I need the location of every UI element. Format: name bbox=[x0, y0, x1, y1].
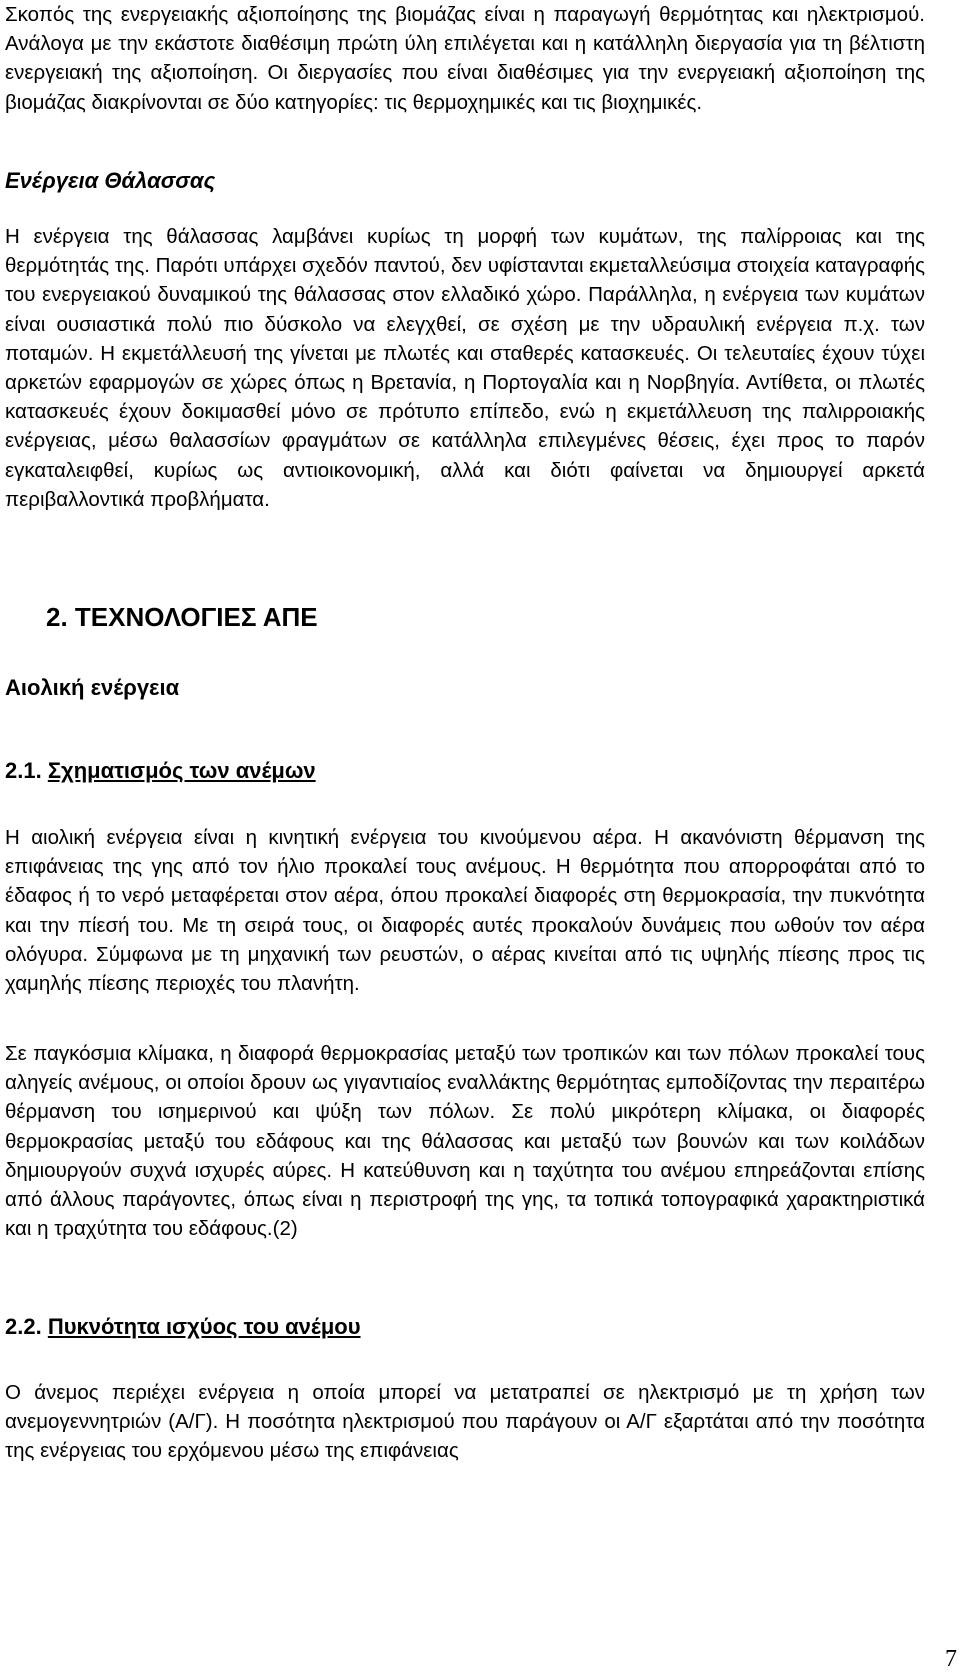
heading-2-2-number: 2.2. bbox=[5, 1314, 42, 1339]
paragraph-biomass: Σκοπός της ενεργειακής αξιοποίησης της βιομάζας είναι η παραγωγή θερμότητας και ηλεκτρισμού. Ανάλογα με την εκάστοτε διαθέσιμη πρώτη ύλη επιλέγεται και η κατάλληλη διεργασία για τη βέλτιστη ενεργειακή της αξιοποίηση. Οι διεργασίες που είναι διαθέσιμες για την ενεργειακή αξιοποίηση της βιομάζας διακρίνονται σε δύο κατηγορίες: τις θερμοχημικές και τις βιοχημικές. bbox=[5, 3, 925, 114]
paragraph-wind-power-density: Ο άνεμος περιέχει ενέργεια η οποία μπορεί να μετατραπεί σε ηλεκτρισμό με τη χρήση των ανεμογεννητριών (Α/Γ). Η ποσότητα ηλεκτρισμού που παράγουν οι Α/Γ εξαρτάται από την ποσότητα της ενέργειας του ερχόμενου μέσω της επιφάνειας bbox=[5, 1381, 925, 1463]
heading-sea-energy: Ενέργεια Θάλασσας bbox=[5, 168, 216, 193]
paragraph-sea-energy: Η ενέργεια της θάλασσας λαμβάνει κυρίως τη μορφή των κυμάτων, της παλίρροιας και της θερμότητάς της. Παρότι υπάρχει σχεδόν παντού, δεν υφίστανται εκμεταλλεύσιμα στοιχεία καταγραφής του ενεργειακού δυναμικού της θάλασσας στον ελλαδικό χώρο. Παράλληλα, η ενέργεια των κυμάτων είναι ουσιαστικά πολύ πιο δύσκολο να ελεγχθεί, σε σχέση με την υδραυλική ενέργεια π.χ. των ποταμών. Η εκμετάλλευσή της γίνεται με πλωτές και σταθερές κατασκευές. Οι τελευταίες έχουν τύχει αρκετών εφαρμογών σε χώρες όπως η Βρετανία, η Πορτογαλία και η Νορβηγία. Αντίθετα, οι πλωτές κατασκευές έχουν δοκιμασθεί μόνο σε πρότυπο επίπεδο, ενώ η εκμετάλλευση της παλιρροιακής ενέργειας, μέσω θαλασσίων φραγμάτων σε κατάλληλα επιλεγμένες θέσεις, έχει προς το παρόν εγκαταλειφθεί, κυρίως ως αντιοικονομική, αλλά και διότι φαίνεται να δημιουργεί αρκετά περιβαλλοντικά προβλήματα. bbox=[5, 225, 925, 511]
heading-2-1-number: 2.1. bbox=[5, 758, 42, 783]
heading-2-1-title: Σχηματισμός των ανέμων bbox=[47, 758, 316, 783]
heading-section-2: 2. ΤΕΧΝΟΛΟΓΙΕΣ ΑΠΕ bbox=[46, 602, 318, 632]
paragraph-global-scale: Σε παγκόσμια κλίμακα, η διαφορά θερμοκρασίας μεταξύ των τροπικών και των πόλων προκαλεί τους αληγείς ανέμους, οι οποίοι δρουν ως γιγαντιαίος εναλλάκτης θερμότητας εμποδίζοντας την περαιτέρω θέρμανση του ισημερινού και ψύξη των πόλων. Σε πολύ μικρότερη κλίμακα, οι διαφορές θερμοκρασίας μεταξύ του εδάφους και της θάλασσας και μεταξύ των βουνών και των κοιλάδων δημιουργούν συχνά ισχυρές αύρες. Η κατεύθυνση και η ταχύτητα του ανέμου επηρεάζονται επίσης από άλλους παράγοντες, όπως είναι η περιστροφή της γης, τα τοπικά τοπογραφικά χαρακτηριστικά και η τραχύτητα του εδάφους.(2) bbox=[5, 1042, 925, 1241]
page-number: 7 bbox=[945, 1646, 957, 1672]
paragraph-wind-formation: Η αιολική ενέργεια είναι η κινητική ενέργεια του κινούμενου αέρα. Η ακανόνιστη θέρμανση της επιφάνειας της γης από τον ήλιο προκαλεί τους ανέμους. Η θερμότητα που απορροφάται από το έδαφος ή το νερό μεταφέρεται στον αέρα, όπου προκαλεί διαφορές στη θερμοκρασία, την πυκνότητα και την πίεσή του. Με τη σειρά τους, οι διαφορές αυτές προκαλούν δυνάμεις που ωθούν τον αέρα ολόγυρα. Σύμφωνα με τη μηχανική των ρευστών, ο αέρας κινείται από τις υψηλής πίεσης προς τις χαμηλής πίεσης περιοχές του πλανήτη. bbox=[5, 826, 925, 996]
heading-2-2-title: Πυκνότητα ισχύος του ανέμου bbox=[47, 1314, 361, 1339]
heading-2-1 bbox=[5, 758, 316, 784]
heading-wind-energy: Αιολική ενέργεια bbox=[5, 675, 180, 700]
heading-2-2 bbox=[5, 1314, 361, 1340]
